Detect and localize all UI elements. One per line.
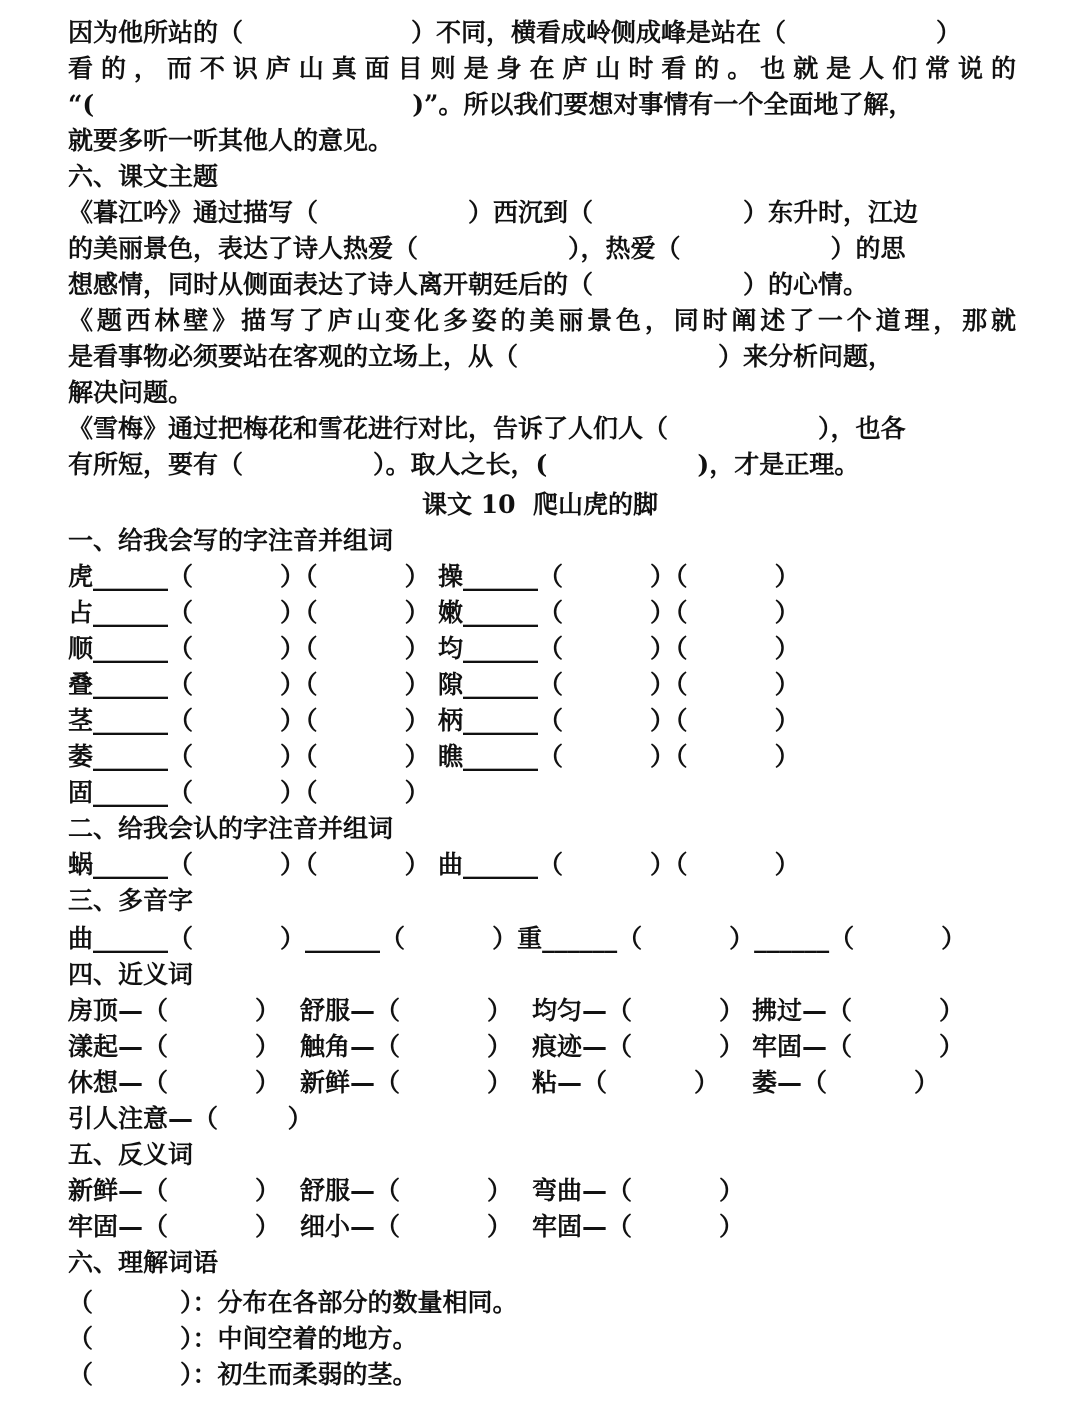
antonym-item: 弯曲—（ ）	[532, 1176, 745, 1205]
text-line: 有所短，要有（ ）。取人之长，( )，才是正理。	[68, 450, 860, 479]
char-exercise: 固______（ ）（ ）	[68, 778, 430, 807]
text-line: 《题西林壁》描写了庐山变化多姿的美丽景色，同时阐述了一个道理，那就	[68, 306, 1016, 335]
text-line: 《雪梅》通过把梅花和雪花进行对比，告诉了人们人（ ），也各	[68, 414, 906, 443]
char-exercise: 顺______（ ）（ ）	[68, 634, 430, 663]
meaning-item: （ ）：初生而柔弱的茎。	[68, 1360, 418, 1389]
synonym-item: 触角—（ ）	[300, 1032, 513, 1061]
section-heading: 一、给我会写的字注音并组词	[68, 526, 394, 555]
lesson-title: 课文 10 爬山虎的脚	[422, 490, 658, 519]
text-line: 的美丽景色，表达了诗人热爱（ ），热爱（ ）的思	[68, 234, 906, 263]
char-exercise: 萎______（ ）（ ）	[68, 742, 430, 771]
char-exercise: 占______（ ）（ ）	[68, 598, 430, 627]
text-line: 《暮江吟》通过描写（ ）西沉到（ ）东升时，江边	[68, 198, 919, 227]
polyphone-exercise: 曲______（ ）______（ ）重______（ ）______（ ）	[68, 924, 967, 953]
text-line: 因为他所站的（ ）不同，横看成岭侧成峰是站在（ ）	[68, 18, 962, 47]
section-heading: 四、近义词	[68, 960, 194, 989]
char-exercise: 嫩______（ ）（ ）	[438, 598, 800, 627]
antonym-item: 舒服—（ ）	[300, 1176, 513, 1205]
synonym-item: 引人注意—（ ）	[68, 1104, 313, 1133]
section-heading: 三、多音字	[68, 886, 194, 915]
char-exercise: 隙______（ ）（ ）	[438, 670, 800, 699]
char-exercise: 操______（ ）（ ）	[438, 562, 800, 591]
synonym-item: 粘—（ ）	[532, 1068, 720, 1097]
synonym-item: 均匀—（ ）	[532, 996, 745, 1025]
char-exercise: 柄______（ ）（ ）	[438, 706, 800, 735]
synonym-item: 休想—（ ）	[68, 1068, 281, 1097]
antonym-item: 牢固—（ ）	[532, 1212, 745, 1241]
antonym-item: 新鲜—（ ）	[68, 1176, 281, 1205]
synonym-item: 拂过—（ ）	[752, 996, 965, 1025]
text-line: 就要多听一听其他人的意见。	[68, 126, 394, 155]
char-exercise: 曲______（ ）（ ）	[438, 850, 800, 879]
char-exercise: 蜗______（ ）（ ）	[68, 850, 430, 879]
synonym-item: 萎—（ ）	[752, 1068, 940, 1097]
section-heading: 六、理解词语	[68, 1248, 219, 1277]
text-line: 解决问题。	[68, 378, 194, 407]
synonym-item: 舒服—（ ）	[300, 996, 513, 1025]
char-exercise: 茎______（ ）（ ）	[68, 706, 430, 735]
char-exercise: 瞧______（ ）（ ）	[438, 742, 800, 771]
char-exercise: 均______（ ）（ ）	[438, 634, 800, 663]
text-line: “( )”。所以我们要想对事情有一个全面地了解，	[68, 90, 914, 119]
synonym-item: 痕迹—（ ）	[532, 1032, 745, 1061]
antonym-item: 牢固—（ ）	[68, 1212, 281, 1241]
meaning-item: （ ）：分布在各部分的数量相同。	[68, 1288, 518, 1317]
text-line: 想感情，同时从侧面表达了诗人离开朝廷后的（ ）的心情。	[68, 270, 869, 299]
meaning-item: （ ）：中间空着的地方。	[68, 1324, 418, 1353]
synonym-item: 漾起—（ ）	[68, 1032, 281, 1061]
char-exercise: 虎______（ ）（ ）	[68, 562, 430, 591]
section-heading: 六、课文主题	[68, 162, 219, 191]
text-line: 看的，而不识庐山真面目则是身在庐山时看的。也就是人们常说的	[68, 54, 1016, 83]
synonym-item: 房顶—（ ）	[68, 996, 281, 1025]
section-heading: 二、给我会认的字注音并组词	[68, 814, 394, 843]
char-exercise: 叠______（ ）（ ）	[68, 670, 430, 699]
text-line: 是看事物必须要站在客观的立场上，从（ ）来分析问题，	[68, 342, 894, 371]
synonym-item: 新鲜—（ ）	[300, 1068, 513, 1097]
synonym-item: 牢固—（ ）	[752, 1032, 965, 1061]
section-heading: 五、反义词	[68, 1140, 194, 1169]
antonym-item: 细小—（ ）	[300, 1212, 513, 1241]
